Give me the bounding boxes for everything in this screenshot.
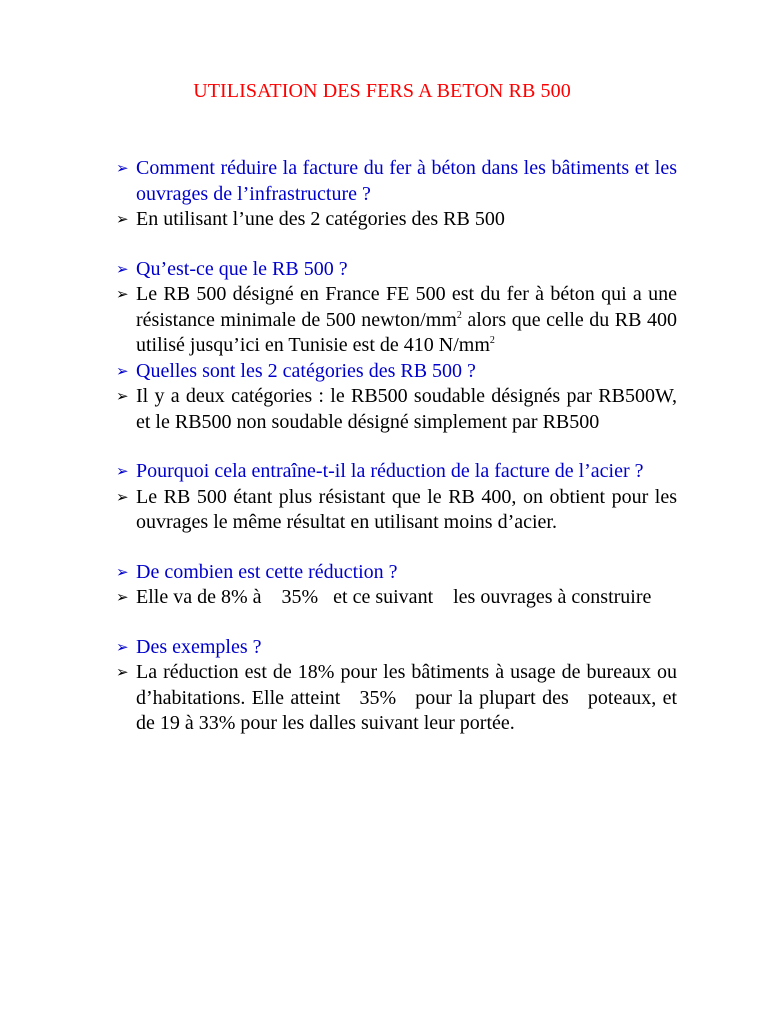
answer-5-text: Elle va de 8% à 35% et ce suivant les ouvrages à construire (136, 586, 652, 608)
superscript-2: 2 (456, 309, 462, 321)
answer-3 (116, 384, 677, 435)
question-5 (116, 560, 677, 586)
arrow-bullet-icon: ➢ (116, 159, 129, 177)
answer-2-part-1: Le RB 500 désigné en France FE 500 est du fer à béton qui a une résistance minimale de 500 newton/mm (136, 283, 677, 331)
question-4-text: Pourquoi cela entraîne-t-il la réduction de la facture de l’acier ? (136, 460, 644, 482)
superscript-2b: 2 (489, 335, 495, 346)
question-3-text: Quelles sont les 2 catégories des RB 500 ? (136, 359, 476, 382)
answer-5 (116, 585, 677, 611)
arrow-bullet-icon: ➢ (116, 637, 129, 656)
arrow-bullet-icon: ➢ (116, 259, 129, 278)
answer-4 (116, 485, 677, 536)
question-1 (116, 156, 677, 207)
question-6 (116, 635, 677, 661)
answer-1 (116, 207, 677, 233)
arrow-bullet-icon: ➢ (116, 285, 129, 303)
answer-6 (116, 660, 682, 737)
arrow-bullet-icon: ➢ (116, 462, 129, 480)
page-title: UTILISATION DES FERS A BETON RB 500 (193, 80, 571, 102)
answer-1-text: En utilisant l’une des 2 catégories des RB 500 (136, 208, 505, 230)
arrow-bullet-icon: ➢ (116, 361, 129, 380)
arrow-bullet-icon: ➢ (116, 387, 129, 405)
answer-2-text (136, 282, 677, 359)
arrow-bullet-icon: ➢ (116, 210, 129, 228)
question-2-text: Qu’est-ce que le RB 500 ? (136, 257, 348, 280)
answer-2-part-2: alors que celle du RB 400 utilisé jusqu’ici en Tunisie est de 410 N/mm (136, 308, 677, 356)
question-2 (116, 257, 677, 283)
question-3 (116, 359, 677, 385)
arrow-bullet-icon: ➢ (116, 663, 129, 681)
question-5-text: De combien est cette réduction ? (136, 560, 398, 583)
arrow-bullet-icon: ➢ (116, 562, 129, 581)
arrow-bullet-icon: ➢ (116, 487, 129, 506)
answer-2 (116, 282, 677, 359)
answer-3-text: Il y a deux catégories : le RB500 soudable désignés par RB500W, et le RB500 non soudable désigné simplement par RB500 (136, 385, 677, 433)
question-4 (116, 459, 677, 485)
arrow-bullet-icon: ➢ (116, 588, 129, 606)
qa-list (116, 156, 682, 737)
question-1-text: Comment réduire la facture du fer à béton dans les bâtiments et les ouvrages de l’infrastructure ? (136, 157, 677, 205)
answer-6-text: La réduction est de 18% pour les bâtiments à usage de bureaux ou d’habitations. Elle atteint 35% pour la plupart des poteaux, et de 19 à 33% pour les dalles suivant leur portée. (136, 661, 682, 734)
answer-4-text: Le RB 500 étant plus résistant que le RB 400, on obtient pour les ouvrages le même résultat en utilisant moins d’acier. (136, 485, 677, 533)
question-6-text: Des exemples ? (136, 635, 262, 658)
